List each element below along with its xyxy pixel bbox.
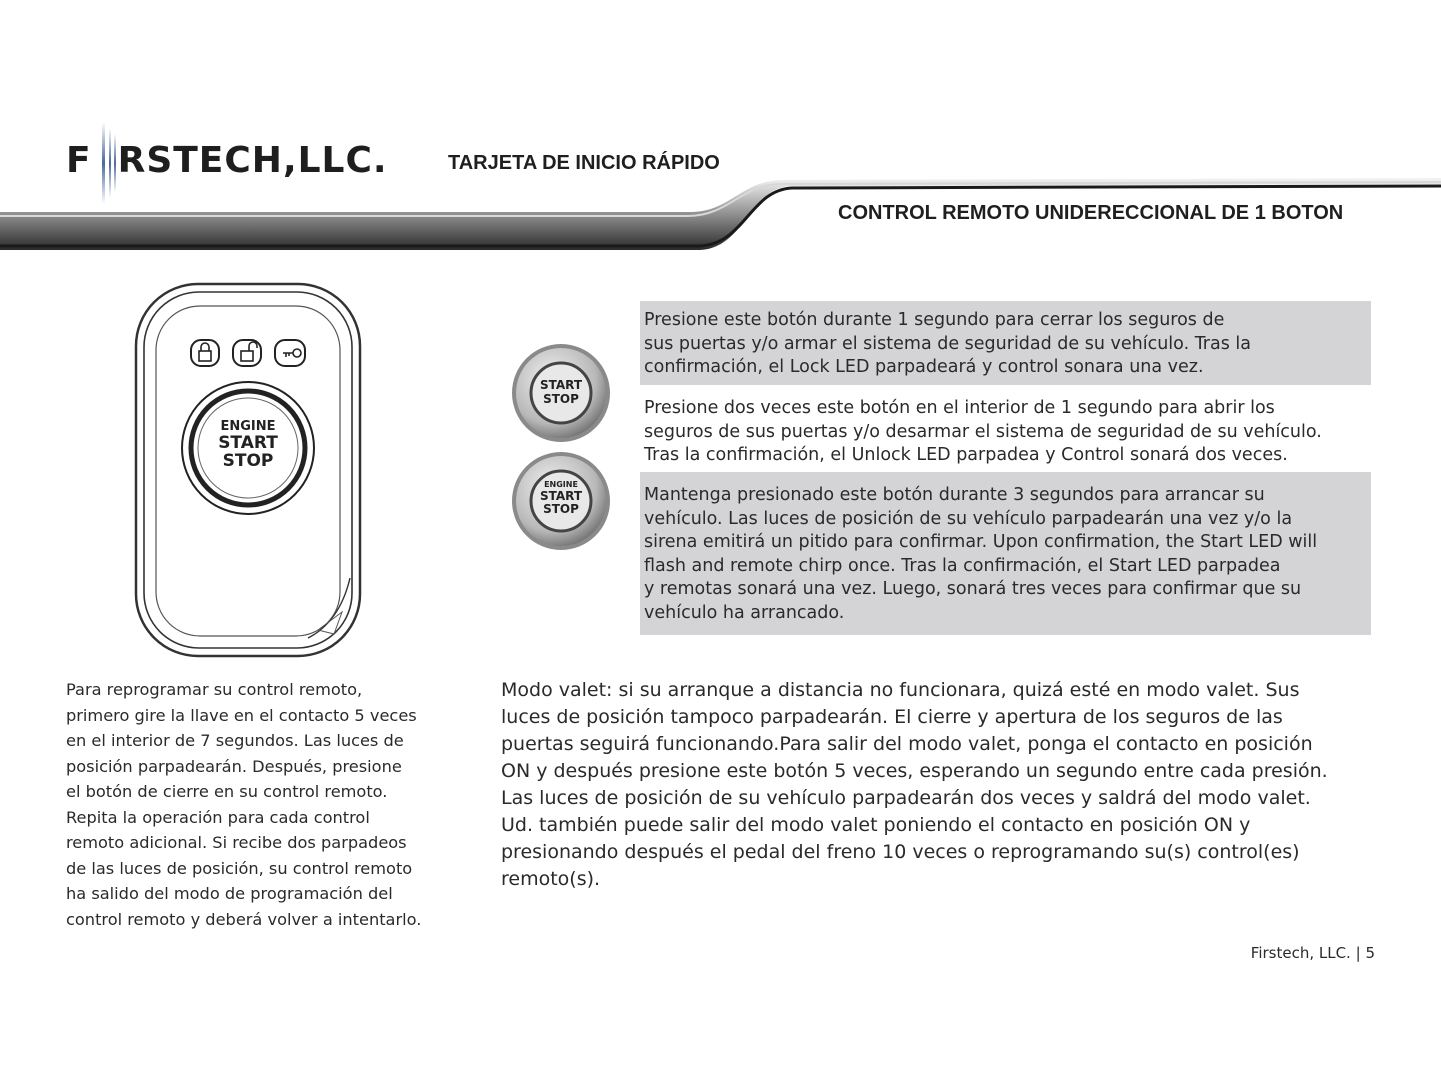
start-stop-button-label [531, 378, 591, 406]
section-title: CONTROL REMOTO UNIDERECCIONAL DE 1 BOTON [838, 202, 1344, 224]
logo-letter-f: F [66, 140, 92, 181]
reprogram-line: Para reprogramar su control remoto, [66, 680, 363, 699]
start-instruction-line: y remotas sonará una vez. Luego, sonará tres veces para confirmar que su [644, 579, 1302, 599]
lock-icon [191, 340, 219, 366]
button1-start-text: START [539, 378, 583, 392]
footer-separator: | [1355, 944, 1361, 962]
page-footer [1251, 944, 1375, 962]
page-number: 5 [1365, 944, 1375, 962]
valet-line: ON y después presione este botón 5 veces, esperando un segundo entre cada presión. [501, 760, 1328, 782]
remote-engine-label [198, 420, 298, 470]
reprogram-line: Repita la operación para cada control [66, 807, 370, 827]
reprogram-line: control remoto y deberá volver a intentarlo. [66, 909, 422, 929]
reprogram-line: en el interior de 7 segundos. Las luces de [66, 731, 404, 750]
remote-engine-text: ENGINE [220, 419, 276, 434]
reprogram-line: ha salido del modo de programación del [66, 884, 393, 903]
valet-line: Ud. también puede salir del modo valet poniendo el contacto en posición ON y [501, 814, 1251, 836]
valet-line: puertas seguirá funcionando.Para salir del modo valet, ponga el contacto en posición [501, 733, 1313, 755]
valet-line: luces de posición tampoco parpadearán. El cierre y apertura de los seguros de las [501, 706, 1283, 728]
reprogram-line: primero gire la llave en el contacto 5 veces [66, 705, 417, 725]
valet-line: presionando después el pedal del freno 10 veces o reprogramando su(s) control(es) [501, 841, 1300, 863]
lock-instruction-line: sus puertas y/o armar el sistema de seguridad de su vehículo. Tras la [644, 333, 1251, 354]
lock-instruction-line: Presione este botón durante 1 segundo para cerrar los seguros de [644, 310, 1225, 330]
valet-line: remoto(s). [501, 868, 601, 890]
unlock-instruction-line: seguros de sus puertas y/o desarmar el sistema de seguridad de su vehículo. [644, 421, 1322, 442]
reprogram-line: de las luces de posición, su control remoto [66, 858, 413, 878]
reprogram-line: el botón de cierre en su control remoto. [66, 782, 388, 801]
unlock-icon [233, 340, 261, 366]
start-instruction-line: vehículo ha arrancado. [644, 602, 845, 623]
lock-instruction-box [640, 301, 1371, 385]
card-title: TARJETA DE INICIO RÁPIDO [448, 152, 720, 174]
lock-instruction-line: confirmación, el Lock LED parpadeará y control sonara una vez. [644, 357, 1204, 377]
button1-stop-text: STOP [543, 392, 579, 406]
start-instruction-line: sirena emitirá un pitido para confirmar. Upon confirmation, the Start LED will [644, 532, 1318, 552]
footer-company: Firstech, LLC. [1250, 944, 1351, 962]
reprogram-line: remoto adicional. Si recibe dos parpadeos [66, 833, 407, 852]
start-instruction-line: Mantenga presionado este botón durante 3 segundos para arrancar su [644, 485, 1265, 505]
key-icon [275, 340, 305, 366]
valet-mode-paragraph [501, 677, 1381, 893]
unlock-instruction-line: Presione dos veces este botón en el interior de 1 segundo para abrir los [644, 398, 1275, 418]
engine-start-stop-button-label [531, 480, 591, 516]
remote-stop-text: STOP [222, 451, 274, 471]
button2-engine-text: ENGINE [544, 480, 578, 489]
start-instruction-line: flash and remote chirp once. Tras la confirmación, el Start LED parpadea [644, 555, 1281, 576]
reprogram-instructions [66, 677, 456, 932]
valet-line: Modo valet: si su arranque a distancia no funcionara, quizá esté en modo valet. Sus [501, 679, 1300, 701]
unlock-instruction-box [640, 389, 1371, 469]
unlock-instruction-line: Tras la confirmación, el Unlock LED parpadea y Control sonará dos veces. [644, 445, 1288, 465]
valet-line: Las luces de posición de su vehículo parpadearán dos veces y saldrá del modo valet. [501, 787, 1311, 809]
button2-stop-text: STOP [543, 502, 579, 516]
reprogram-line: posición parpadearán. Después, presione [66, 756, 402, 776]
start-instruction-line: vehículo. Las luces de posición de su vehículo parpadearán una vez y/o la [644, 508, 1293, 529]
start-instruction-box [640, 472, 1371, 635]
logo-wordmark: RSTECH,LLC. [117, 140, 388, 181]
remote-start-text: START [218, 433, 278, 453]
button2-start-text: START [539, 489, 583, 503]
